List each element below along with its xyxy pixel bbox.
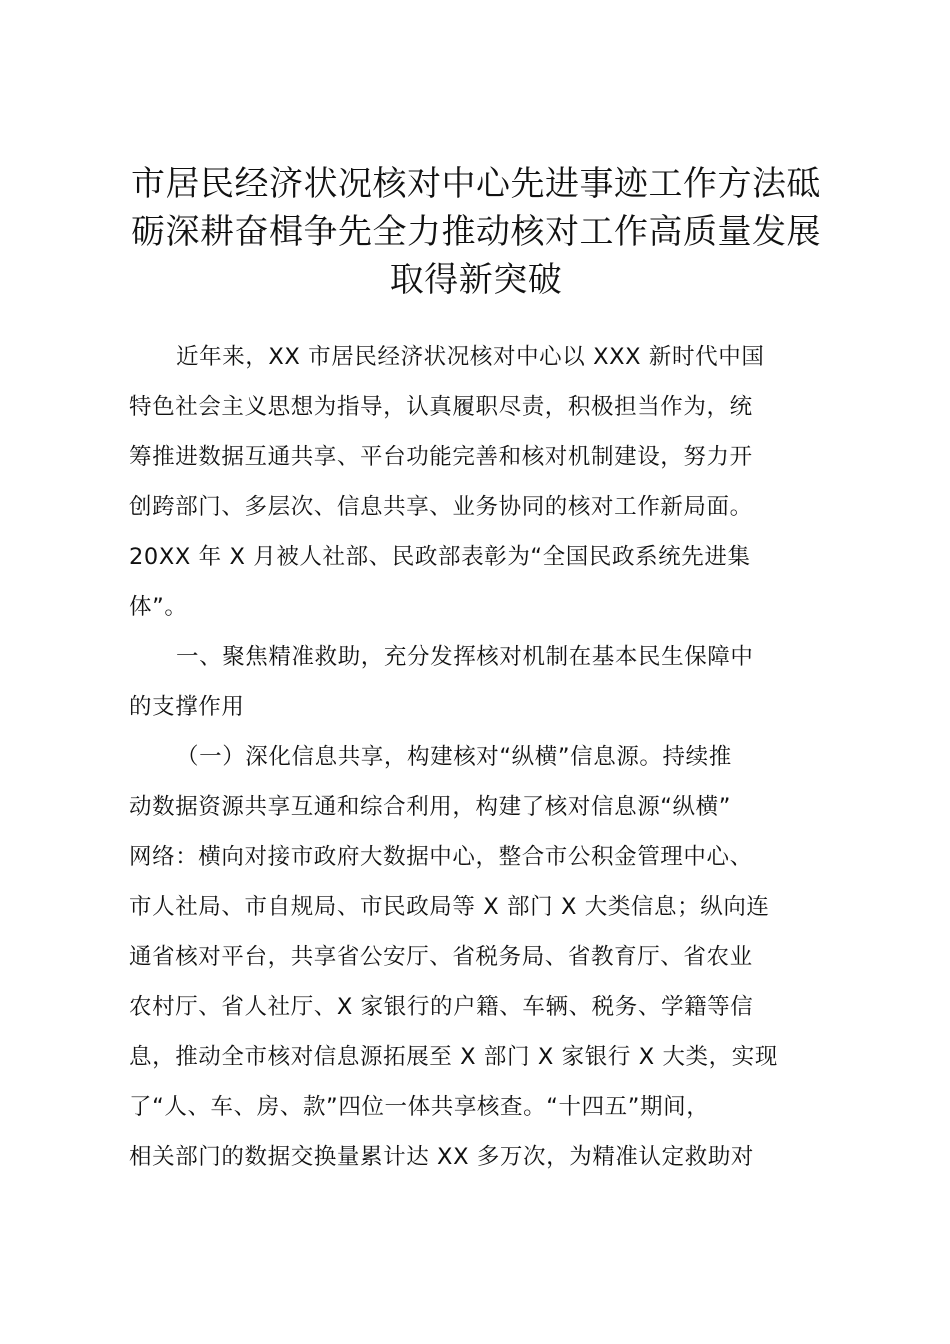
body-line: 通省核对平台，共享省公安厅、省税务局、省教育厅、省农业 <box>129 944 753 970</box>
body-line: 近年来，XX 市居民经济状况核对中心以 XXX 新时代中国 <box>176 344 765 370</box>
title-line: 取得新突破 <box>389 260 563 300</box>
body-line: 市人社局、市自规局、市民政局等 X 部门 X 大类信息；纵向连 <box>129 894 770 920</box>
section-heading-line: 的支撑作用 <box>129 694 245 720</box>
body-line: 农村厅、省人社厅、X 家银行的户籍、车辆、税务、学籍等信 <box>129 994 754 1020</box>
document-title <box>120 160 832 304</box>
document-body <box>129 332 849 1182</box>
body-line: 20XX 年 X 月被人社部、民政部表彰为“全国民政系统先进集 <box>129 544 751 570</box>
body-line: 筹推进数据互通共享、平台功能完善和核对机制建设，努力开 <box>129 444 753 470</box>
body-line: 特色社会主义思想为指导，认真履职尽责，积极担当作为，统 <box>129 394 753 420</box>
body-line: 网络：横向对接市政府大数据中心，整合市公积金管理中心、 <box>129 844 753 870</box>
body-line: （一）深化信息共享，构建核对“纵横”信息源。持续推 <box>176 744 732 770</box>
body-line: 动数据资源共享互通和综合利用，构建了核对信息源“纵横” <box>129 794 732 820</box>
title-line: 市居民经济状况核对中心先进事迹工作方法砥 <box>131 164 821 204</box>
body-line: 体”。 <box>129 594 188 620</box>
section-heading-line: 一、聚焦精准救助，充分发挥核对机制在基本民生保障中 <box>176 644 754 670</box>
body-line: 了“人、车、房、款”四位一体共享核查。“十四五”期间， <box>129 1094 710 1120</box>
body-line: 息，推动全市核对信息源拓展至 X 部门 X 家银行 X 大类，实现 <box>129 1044 778 1070</box>
title-line: 砺深耕奋楫争先全力推动核对工作高质量发展 <box>131 212 821 252</box>
body-line: 创跨部门、多层次、信息共享、业务协同的核对工作新局面。 <box>129 494 753 520</box>
body-line: 相关部门的数据交换量累计达 XX 多万次，为精准认定救助对 <box>129 1144 755 1170</box>
